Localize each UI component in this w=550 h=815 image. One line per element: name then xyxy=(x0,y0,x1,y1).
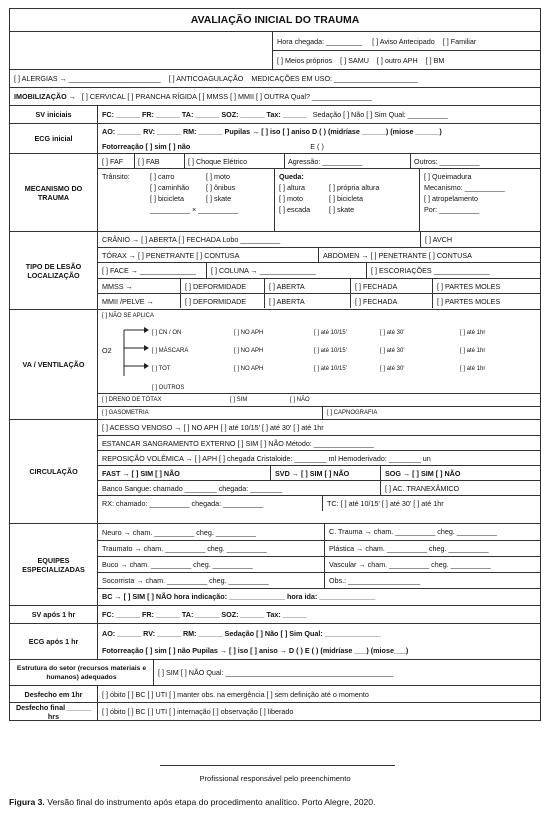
medications-field[interactable]: MEDICAÇÕES EM USO: _____________________ xyxy=(251,74,418,83)
neuro-field[interactable]: Neuro → cham. __________ cheg. __________ xyxy=(102,527,256,537)
orthopedics-field[interactable]: Traumato → cham. __________ cheg. __________ xyxy=(102,544,267,553)
volume-replacement-field[interactable]: REPOSIÇÃO VOLÊMICA → [ ] APH [ ] chegada Cristaloide: ________ ml Hemoderivado: ________ un xyxy=(102,453,431,463)
not-applicable-checkbox[interactable]: [ ] NÃO SE APLICA xyxy=(102,313,155,319)
car-checkbox[interactable]: [ ] carro xyxy=(150,172,175,181)
tot-15-checkbox[interactable]: [ ] até 10/15' xyxy=(314,366,347,372)
mask-aph-checkbox[interactable]: [ ] NO APH xyxy=(234,348,264,354)
burn-mechanism-field[interactable]: Mecanismo: __________ xyxy=(424,183,505,192)
trauma-form xyxy=(9,8,541,721)
plastic-surgery-field[interactable]: Plástica → cham. __________ cheg. __________ xyxy=(324,541,540,557)
trauma-surgery-field[interactable]: C. Trauma → cham. __________ cheg. __________ xyxy=(324,524,540,540)
airway-others-checkbox[interactable]: [ ] OUTROS xyxy=(152,384,185,391)
fall-label: Queda: xyxy=(279,172,304,181)
xray-field[interactable]: RX: chamado: __________ chegada: __________ xyxy=(102,499,264,508)
chest-drain-no-checkbox[interactable]: [ ] NÃO xyxy=(290,397,310,403)
lower-limbs-label: MMII /PELVE → xyxy=(102,296,154,306)
vehicle-collision-field[interactable]: __________ × __________ xyxy=(150,205,239,214)
figure-caption-number: Figura 3. xyxy=(9,797,45,807)
tranexamic-acid-checkbox[interactable]: [ ] AC. TRANEXÂMICO xyxy=(380,481,540,496)
abdomen-field[interactable]: ABDOMEN → [ ] PENETRANTE [ ] CONTUSA xyxy=(318,248,540,263)
thorax-field[interactable]: TÓRAX → [ ] PENETRANTE [ ] CONTUSA xyxy=(102,250,240,260)
bleeding-control-field[interactable]: ESTANCAR SANGRAMENTO EXTERNO [ ] SIM [ ] NÃO Método: _______________ xyxy=(102,438,374,448)
immobilization-label: IMOBILIZAÇÃO → xyxy=(14,92,76,101)
upper-limbs-label: MMSS → xyxy=(102,281,133,291)
motorcycle-checkbox[interactable]: [ ] moto xyxy=(206,172,230,181)
vitals-1h-row xyxy=(10,605,540,623)
cannula-15-checkbox[interactable]: [ ] até 10/15' xyxy=(314,330,347,336)
own-means-checkbox[interactable]: [ ] Meios próprios xyxy=(277,55,333,65)
airway-row xyxy=(10,309,540,419)
outcome-1h-options[interactable]: [ ] óbito [ ] BC [ ] UTI [ ] manter obs. na emergência [ ] sem definição até o momento xyxy=(102,689,369,699)
teams-row xyxy=(10,523,540,605)
advance-notice-checkbox[interactable]: [ ] Aviso Antecipado xyxy=(372,36,435,46)
chest-drain-yes-checkbox[interactable]: [ ] SIM xyxy=(230,397,248,403)
gcs-1h-row xyxy=(10,623,540,659)
figure-caption xyxy=(9,797,375,807)
ct-field[interactable]: TC: [ ] até 10/15' [ ] até 30' [ ] até 1hr xyxy=(322,496,540,512)
bus-checkbox[interactable]: [ ] ônibus xyxy=(206,183,236,192)
fall-own-height-checkbox[interactable]: [ ] própria altura xyxy=(329,183,380,192)
airway-label: VA / VENTILAÇÃO xyxy=(10,310,98,419)
other-aph-checkbox[interactable]: [ ] outro APH xyxy=(376,55,418,65)
truck-checkbox[interactable]: [ ] caminhão xyxy=(150,183,190,192)
upper-limbs-deformity-checkbox[interactable]: [ ] DEFORMIDADE xyxy=(180,279,264,294)
rescuer-field[interactable]: Socorrista → cham. __________ cheg. __________ xyxy=(102,576,269,585)
fast-field[interactable]: FAST → [ ] SIM [ ] NÃO xyxy=(102,468,180,478)
tot-1h-checkbox[interactable]: [ ] até 1hr xyxy=(460,366,486,372)
arrival-time-field[interactable]: Hora chegada: _________ xyxy=(277,36,363,46)
cannula-30-checkbox[interactable]: [ ] até 30' xyxy=(380,330,405,336)
vitals-1h-label: SV após 1 hr xyxy=(10,606,98,623)
structure-options[interactable]: [ ] SIM [ ] NÃO Qual: __________________________________________ xyxy=(158,668,394,677)
capnography-checkbox[interactable]: [ ] CAPNOGRAFIA xyxy=(322,407,540,420)
fall-height-checkbox[interactable]: [ ] altura xyxy=(279,183,305,192)
skate-checkbox[interactable]: [ ] skate xyxy=(206,194,232,203)
other-mechanism-field[interactable]: Outros: __________ xyxy=(410,154,540,169)
avch-checkbox[interactable]: [ ] AVCH xyxy=(420,232,540,247)
initial-pupil-e-field[interactable]: E ( ) xyxy=(310,141,324,151)
surgical-center-field[interactable]: BC → [ ] SIM [ ] NÃO hora indicação: ______________ hora ida: ______________ xyxy=(102,592,376,601)
fab-checkbox[interactable]: [ ] FAB xyxy=(134,154,184,169)
teams-label: EQUIPES ESPECIALIZADAS xyxy=(10,524,98,605)
tot-checkbox[interactable]: [ ] TOT xyxy=(152,366,171,372)
anticoagulation-checkbox[interactable]: [ ] ANTICOAGULAÇÃO xyxy=(168,74,244,83)
immobilization-options[interactable]: [ ] CERVICAL [ ] PRANCHA RÍGIDA [ ] MMSS [ ] MMII [ ] OUTRA Qual? _______________ xyxy=(81,92,372,101)
run-over-by-field[interactable]: Por: __________ xyxy=(424,205,480,214)
traffic-label: Trânsito: xyxy=(102,172,130,181)
vitals-1h-fields[interactable]: FC: ______ FR: ______ TA: ______ SOZ: ______ Tax: ______ xyxy=(102,610,307,619)
injury-label: TIPO DE LESÃO LOCALIZAÇÃO xyxy=(10,232,98,309)
abrasions-field[interactable]: [ ] ESCORIAÇÕES ______________ xyxy=(366,263,540,279)
family-checkbox[interactable]: [ ] Familiar xyxy=(442,36,477,46)
oxygen-label: O2 xyxy=(102,346,112,355)
structure-label: Estrutura do setor (recursos materiais e humanos) adequados xyxy=(10,660,154,685)
outcome-1h-label: Desfecho em 1hr xyxy=(10,686,98,702)
fall-stairs-checkbox[interactable]: [ ] escada xyxy=(279,205,311,214)
upper-limbs-soft-tissue-checkbox[interactable]: [ ] PARTES MOLES xyxy=(432,279,540,294)
lower-limbs-open-checkbox[interactable]: [ ] ABERTA xyxy=(264,294,350,309)
burn-checkbox[interactable]: [ ] Queimadura xyxy=(424,172,472,181)
face-field[interactable]: [ ] FACE → ______________ xyxy=(102,266,196,275)
immobilization-row xyxy=(10,87,540,105)
bm-checkbox[interactable]: [ ] BM xyxy=(425,55,445,65)
allergies-row xyxy=(10,69,540,87)
allergies-field[interactable]: [ ] ALERGIAS → _______________________ xyxy=(14,74,161,83)
mask-1h-checkbox[interactable]: [ ] até 1hr xyxy=(460,348,486,354)
chest-drain-label[interactable]: [ ] DRENO DE TÓTAX xyxy=(102,397,162,403)
gcs-1h-fields[interactable]: AO: ______ RV: ______ RM: ______ Sedação [ ] Não [ ] Sim Qual: ______________ xyxy=(102,628,381,638)
structure-row xyxy=(10,659,540,685)
cannula-1h-checkbox[interactable]: [ ] até 1hr xyxy=(460,330,486,336)
injury-row xyxy=(10,231,540,309)
initial-vitals-label: SV iniciais xyxy=(10,106,98,123)
final-outcome-row xyxy=(10,702,540,720)
upper-limbs-open-checkbox[interactable]: [ ] ABERTA xyxy=(264,279,350,294)
oxygen-row-tot xyxy=(152,360,532,378)
arrival-row xyxy=(10,31,540,69)
cannula-aph-checkbox[interactable]: [ ] NO APH xyxy=(234,330,264,336)
form-title-text: AVALIAÇÃO INICIAL DO TRAUMA xyxy=(190,14,360,26)
oxygen-row-mask xyxy=(152,342,532,360)
gcs-1h-label: ECG após 1 hr xyxy=(10,624,98,659)
initial-gcs-label: ECG inicial xyxy=(10,124,98,153)
oxygen-bracket-icon xyxy=(116,326,150,380)
initial-gcs-fields[interactable]: AO: ______ RV: ______ RM: ______ Pupilas → [ ] iso [ ] aniso D ( ) (midríase ______) (miose ______) xyxy=(102,127,442,136)
mask-30-checkbox[interactable]: [ ] até 30' xyxy=(380,348,405,354)
lower-limbs-deformity-checkbox[interactable]: [ ] DEFORMIDADE xyxy=(180,294,264,309)
form-title xyxy=(10,9,540,31)
sog-field[interactable]: SOG → [ ] SIM [ ] NÃO xyxy=(380,466,540,481)
faf-checkbox[interactable]: [ ] FAF xyxy=(102,156,124,166)
final-outcome-options[interactable]: [ ] óbito [ ] BC [ ] UTI [ ] internação [ ] observação [ ] liberado xyxy=(102,707,294,716)
venous-access-field[interactable]: [ ] ACESSO VENOSO → [ ] NO APH [ ] até 10/15' [ ] até 30' [ ] até 1hr xyxy=(102,423,324,432)
blood-bank-field[interactable]: Banco Sangue: chamado ________ chegada: ________ xyxy=(102,483,283,493)
fall-motorcycle-checkbox[interactable]: [ ] moto xyxy=(279,194,303,203)
initial-gcs-row xyxy=(10,123,540,153)
signature-label: Profissional responsável pelo preenchimento xyxy=(199,774,351,783)
svd-field[interactable]: SVD → [ ] SIM [ ] NÃO xyxy=(270,466,380,481)
circulation-row xyxy=(10,419,540,523)
skull-field[interactable]: CRÂNIO → [ ] ABERTA [ ] FECHADA Lobo __________ xyxy=(102,235,281,244)
maxillofacial-field[interactable]: Buco → cham. __________ cheg. __________ xyxy=(102,560,253,569)
cannula-checkbox[interactable]: [ ] CN / ON xyxy=(152,330,182,336)
initial-vitals-row xyxy=(10,105,540,123)
lower-limbs-closed-checkbox[interactable]: [ ] FECHADA xyxy=(350,294,432,309)
outcome-1h-row xyxy=(10,685,540,702)
tot-30-checkbox[interactable]: [ ] até 30' xyxy=(380,366,405,372)
initial-sedation-field[interactable]: Sedação [ ] Não [ ] Sim Qual: __________ xyxy=(312,110,448,119)
figure-caption-text: Versão final do instrumento após etapa do procedimento analítico. Porto Alegre, 2020. xyxy=(44,797,376,807)
spine-field[interactable]: [ ] COLUNA → ______________ xyxy=(206,263,366,279)
aggression-field[interactable]: Agressão: __________ xyxy=(284,154,410,169)
upper-limbs-closed-checkbox[interactable]: [ ] FECHADA xyxy=(350,279,432,294)
bicycle-checkbox[interactable]: [ ] bicicleta xyxy=(150,194,184,203)
circulation-label: CIRCULAÇÃO xyxy=(10,420,98,523)
initial-vitals-fields[interactable]: FC: ______ FR: ______ TA: ______ SOZ: ______ Tax: ______ xyxy=(102,110,307,119)
fall-bicycle-checkbox[interactable]: [ ] bicicleta xyxy=(329,194,363,203)
electric-shock-checkbox[interactable]: [ ] Choque Elétrico xyxy=(184,154,284,169)
signature-line[interactable] xyxy=(160,765,395,766)
mask-checkbox[interactable]: [ ] MÁSCARA xyxy=(152,348,189,354)
lower-limbs-soft-tissue-checkbox[interactable]: [ ] PARTES MOLES xyxy=(432,294,540,309)
initial-photoreaction-field[interactable]: Fotorreação [ ] sim [ ] não xyxy=(102,141,191,151)
mechanism-label: MECANISMO DO TRAUMA xyxy=(10,154,98,231)
teams-obs-field[interactable]: Obs.: __________________ xyxy=(324,573,540,589)
vascular-field[interactable]: Vascular → cham. __________ cheg. __________ xyxy=(324,557,540,573)
fall-skate-checkbox[interactable]: [ ] skate xyxy=(329,205,355,214)
oxygen-row-cn xyxy=(152,324,532,342)
tot-aph-checkbox[interactable]: [ ] NO APH xyxy=(234,366,264,372)
blood-gas-checkbox[interactable]: [ ] GASOMETRIA xyxy=(102,410,149,416)
mechanism-row xyxy=(10,153,540,231)
samu-checkbox[interactable]: [ ] SAMU xyxy=(340,55,369,65)
run-over-checkbox[interactable]: [ ] atropelamento xyxy=(424,194,478,203)
final-outcome-label: Desfecho final ______ hrs xyxy=(10,703,98,720)
mask-15-checkbox[interactable]: [ ] até 10/15' xyxy=(314,348,347,354)
pupils-1h-fields[interactable]: Fotorreação [ ] sim [ ] não Pupilas → [ ] iso [ ] aniso → D ( ) E ( ) (midríase ___) (miose___) xyxy=(102,646,409,655)
